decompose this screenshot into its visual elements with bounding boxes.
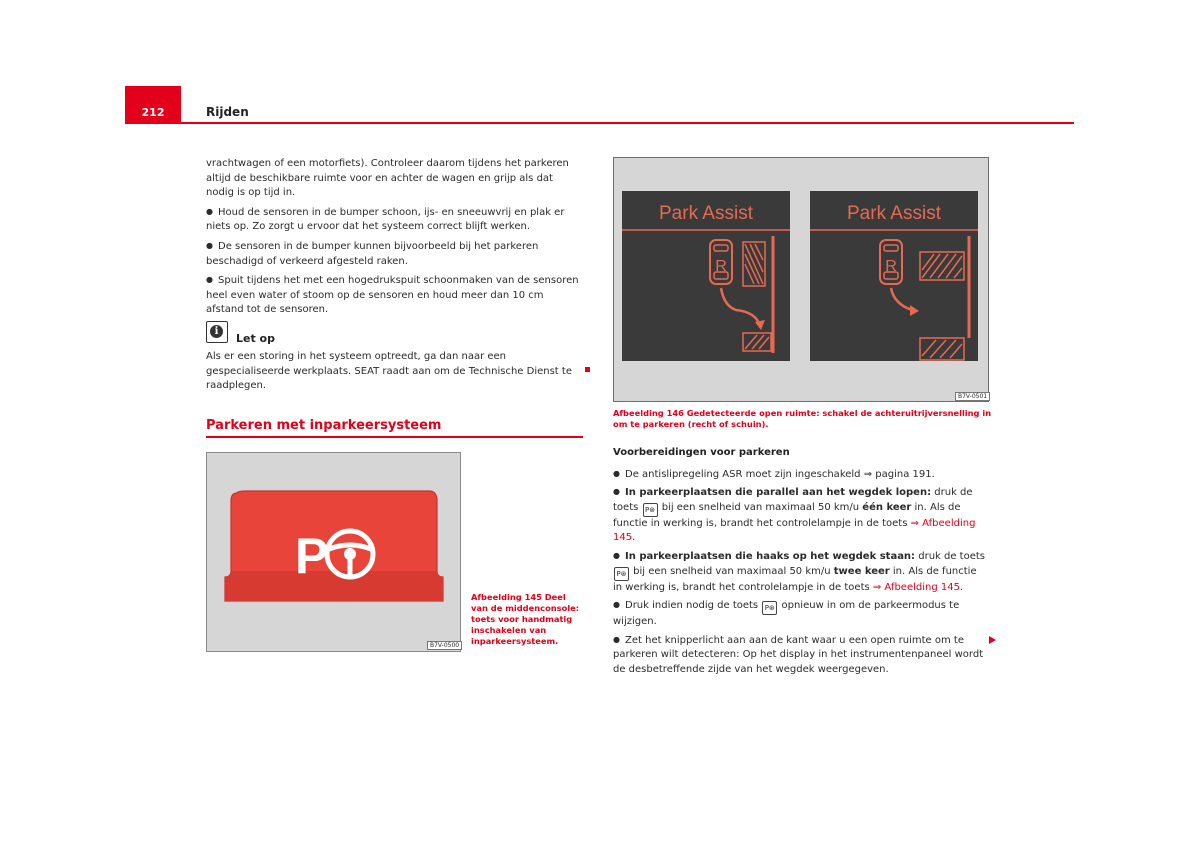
- bullet-icon: ●: [613, 487, 620, 497]
- preparation-heading: Voorbereidingen voor parkeren: [613, 447, 790, 458]
- bullet-perpendicular-parking: ● In parkeerplaatsen die haaks op het wegdek staan: druk de toets P⊛ bij een snelheid van maximaal 50 km/u twee keer in. Als de functie in werking is, brandt het controlelampje in de toets ⇒ Afbeelding 145.: [613, 550, 986, 593]
- bullet-icon: ●: [206, 275, 213, 285]
- svg-text:R: R: [715, 258, 727, 275]
- continue-arrow-icon: [989, 636, 996, 644]
- section-end-square-icon: [585, 367, 590, 372]
- figure-145-console-button: [206, 452, 461, 652]
- page-number: 212: [141, 106, 165, 119]
- section-rule: [206, 436, 583, 438]
- figure-146-caption: Afbeelding 146 Gedetecteerde open ruimte: schakel de achteruitrijversnelling in om te parkeren (recht of schuin).: [613, 408, 992, 429]
- figure-145-link[interactable]: ⇒ Afbeelding 145: [872, 581, 960, 593]
- section-title: Parkeren met inparkeersysteem: [206, 418, 442, 433]
- bullet-icon: ●: [613, 600, 620, 610]
- park-assist-key-icon: P⊛: [643, 503, 658, 517]
- svg-text:R: R: [885, 258, 897, 275]
- right-column: [613, 446, 988, 681]
- bullet-asr: ● De antislipregeling ASR moet zijn ingeschakeld ⇒ pagina 191.: [613, 468, 935, 480]
- display-panel-perpendicular: [810, 191, 978, 361]
- park-assist-key-icon: P⊛: [614, 567, 629, 581]
- figure-145-code: B7V-0500: [427, 641, 462, 650]
- display-panel-parallel: [622, 191, 790, 361]
- note-title: Let op: [236, 332, 275, 345]
- bullet-icon: ●: [206, 240, 213, 250]
- figure-145-caption: Afbeelding 145 Deel van de middenconsole: toets voor handmatig inschakelen van inparkeersysteem.: [471, 592, 580, 646]
- figure-146-display: [613, 157, 989, 402]
- bullet-sensors-damage: ● De sensoren in de bumper kunnen bijvoorbeeld bij het parkeren beschadigd of verkeerd afgesteld raken.: [206, 240, 539, 267]
- bullet-parallel-parking: ● In parkeerplaatsen die parallel aan het wegdek lopen: druk de toets P⊛ bij een snelheid van maximaal 50 km/u één keer in. Als de functie in werking is, brandt het controlelampje in de toets ⇒ Afbeelding 145.: [613, 487, 976, 544]
- bullet-turn-signal: ● Zet het knipperlicht aan aan de kant waar u een open ruimte om te parkeren wilt detecteren: Op het display in het instrumentenpaneel wordt de desbetreffende zijde van het wegdek weergegeven.: [613, 634, 984, 675]
- bullet-icon: ●: [613, 634, 620, 644]
- header-rule: [181, 122, 1074, 124]
- bullet-icon: ●: [613, 468, 620, 478]
- park-assist-button-illustration: [207, 453, 460, 651]
- bullet-sensors-spray: ● Spuit tijdens het met een hogedrukspuit schoonmaken van de sensoren heel even water of stoom op de sensoren en houd meer dan 10 cm afstand tot de sensoren.: [206, 275, 579, 316]
- chapter-title: Rijden: [206, 105, 249, 119]
- bullet-icon: ●: [613, 550, 620, 560]
- bullet-sensors-clean: ● Houd de sensoren in de bumper schoon, ijs- en sneeuwvrij en plak er niets op. Zo zorgt u ervoor dat het systeem correct blijft werken.: [206, 206, 565, 233]
- info-icon: i: [206, 321, 228, 343]
- bullet-icon: ●: [206, 206, 213, 216]
- park-letter-p: P: [295, 528, 329, 584]
- figure-146-code: B7V-0501: [955, 392, 990, 401]
- park-assist-key-icon: P⊛: [762, 601, 777, 615]
- bullet-change-mode: ● Druk indien nodig de toets P⊛ opnieuw in om de parkeermodus te wijzigen.: [613, 600, 960, 628]
- intro-paragraph: vrachtwagen of een motorfiets). Controleer daarom tijdens het parkeren altijd de beschikbare ruimte voor en achter de wagen en grijp als dat nodig is op tijd in.: [206, 158, 569, 199]
- left-column: [206, 157, 584, 322]
- figure-145-link[interactable]: ⇒ Afbeelding 145: [613, 517, 976, 544]
- note-text: Als er een storing in het systeem optreedt, ga dan naar een gespecialiseerde werkplaats. SEAT raadt aan om de Technische Dienst te raadplegen.: [206, 351, 572, 392]
- park-assist-displays-illustration: [614, 158, 988, 401]
- display-title: Park Assist: [847, 203, 941, 224]
- display-title: Park Assist: [659, 203, 753, 224]
